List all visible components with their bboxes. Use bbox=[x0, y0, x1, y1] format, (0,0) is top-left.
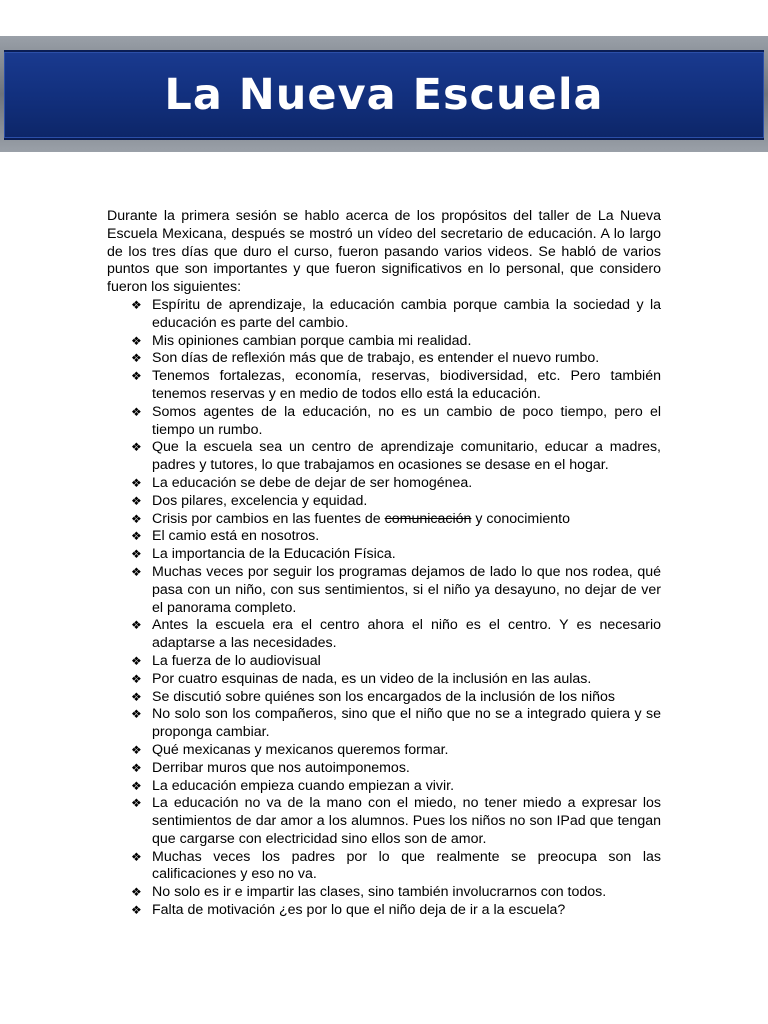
list-item-text: Derribar muros que nos autoimponemos. bbox=[152, 759, 410, 776]
diamond-bullet-icon: ❖ bbox=[131, 529, 142, 544]
list-item-text: La educación no va de la mano con el miedo, no tener miedo a expresar los sentimientos de dar amor a los alumnos. Pues los niños no son IPad que tengan que cargarse con electricidad sino ellos son de amor. bbox=[152, 795, 661, 847]
diamond-bullet-icon: ❖ bbox=[131, 885, 142, 900]
title-banner-inner bbox=[4, 50, 764, 140]
diamond-bullet-icon: ❖ bbox=[131, 369, 142, 384]
diamond-bullet-icon: ❖ bbox=[131, 547, 142, 562]
list-item-text: Muchas veces por seguir los programas dejamos de lado lo que nos rodea, qué pasa con un niño, con sus sentimientos, si el niño ya desayuno, no dejar de ver el panorama completo. bbox=[152, 563, 661, 616]
list-item-text: La educación empieza cuando empiezan a vivir. bbox=[152, 777, 455, 794]
page-title: La Nueva Escuela bbox=[164, 70, 604, 120]
list-item-text: La importancia de la Educación Física. bbox=[152, 546, 396, 563]
list-item-text: No solo son los compañeros, sino que el niño que no se a integrado quiera y se proponga cambiar. bbox=[152, 706, 661, 741]
list-item bbox=[131, 333, 661, 351]
list-item-text: La fuerza de lo audiovisual bbox=[152, 652, 321, 669]
list-item bbox=[131, 689, 661, 707]
list-item bbox=[131, 493, 661, 511]
list-item bbox=[131, 546, 661, 564]
list-item-text: Mis opiniones cambian porque cambia mi realidad. bbox=[152, 332, 472, 349]
diamond-bullet-icon: ❖ bbox=[131, 404, 142, 419]
list-item bbox=[131, 368, 661, 404]
list-item bbox=[131, 439, 661, 475]
list-item-text: Somos agentes de la educación, no es un cambio de poco tiempo, pero el tiempo un rumbo. bbox=[152, 403, 661, 438]
bullet-list bbox=[107, 297, 661, 920]
list-item bbox=[131, 902, 661, 920]
list-item bbox=[131, 350, 661, 368]
diamond-bullet-icon: ❖ bbox=[131, 653, 142, 668]
struck-text: comunicación bbox=[384, 510, 472, 527]
diamond-bullet-icon: ❖ bbox=[131, 511, 142, 526]
diamond-bullet-icon: ❖ bbox=[131, 689, 142, 704]
diamond-bullet-icon: ❖ bbox=[131, 333, 142, 348]
list-item bbox=[131, 706, 661, 742]
list-item bbox=[131, 778, 661, 796]
list-item-text: Son días de reflexión más que de trabajo, es entender el nuevo rumbo. bbox=[152, 350, 600, 367]
list-item bbox=[131, 404, 661, 440]
diamond-bullet-icon: ❖ bbox=[131, 707, 142, 722]
diamond-bullet-icon: ❖ bbox=[131, 671, 142, 686]
list-item-text: Muchas veces los padres por lo que realmente se preocupa son las calificaciones y eso no va. bbox=[152, 848, 661, 883]
list-item bbox=[131, 653, 661, 671]
diamond-bullet-icon: ❖ bbox=[131, 903, 142, 918]
list-item-text: El camio está en nosotros. bbox=[152, 528, 320, 545]
diamond-bullet-icon: ❖ bbox=[131, 760, 142, 775]
list-item-text: Que la escuela sea un centro de aprendizaje comunitario, educar a madres, padres y tutores, lo que trabajamos en ocasiones se desase en el hogar. bbox=[152, 439, 661, 474]
diamond-bullet-icon: ❖ bbox=[131, 351, 142, 366]
list-item-text: Qué mexicanas y mexicanos queremos formar. bbox=[152, 741, 449, 758]
list-item bbox=[131, 795, 661, 848]
list-item bbox=[131, 617, 661, 653]
list-item bbox=[131, 884, 661, 902]
list-item-text: Se discutió sobre quiénes son los encargados de la inclusión de los niños bbox=[152, 688, 615, 705]
list-item bbox=[131, 475, 661, 493]
document-body bbox=[107, 208, 661, 920]
list-item bbox=[131, 671, 661, 689]
diamond-bullet-icon: ❖ bbox=[131, 742, 142, 757]
list-item bbox=[131, 760, 661, 778]
list-item-text: Espíritu de aprendizaje, la educación cambia porque cambia la sociedad y la educación es parte del cambio. bbox=[152, 296, 661, 331]
list-item bbox=[131, 511, 661, 529]
list-item-text: Falta de motivación ¿es por lo que el niño deja de ir a la escuela? bbox=[152, 902, 566, 919]
list-item bbox=[131, 528, 661, 546]
list-item-text: Crisis por cambios en las fuentes de bbox=[152, 510, 385, 527]
diamond-bullet-icon: ❖ bbox=[131, 297, 142, 312]
list-item bbox=[131, 564, 661, 617]
list-item-text: La educación se debe de dejar de ser homogénea. bbox=[152, 474, 473, 491]
list-item-text: Antes la escuela era el centro ahora el niño es el centro. Y es necesario adaptarse a las necesidades. bbox=[152, 617, 661, 652]
intro-paragraph: Durante la primera sesión se hablo acerca de los propósitos del taller de La Nueva Escuela Mexicana, después se mostró un vídeo del secretario de educación. A lo largo de los tres días que duro el curso, fueron pasando varios videos. Se habló de varios puntos que son importantes y que fueron significativos en lo personal, que considero fueron los siguientes: bbox=[107, 208, 661, 296]
list-item bbox=[131, 849, 661, 885]
diamond-bullet-icon: ❖ bbox=[131, 475, 142, 490]
diamond-bullet-icon: ❖ bbox=[131, 778, 142, 793]
diamond-bullet-icon: ❖ bbox=[131, 493, 142, 508]
list-item bbox=[131, 742, 661, 760]
list-item bbox=[131, 297, 661, 333]
diamond-bullet-icon: ❖ bbox=[131, 849, 142, 864]
diamond-bullet-icon: ❖ bbox=[131, 564, 142, 579]
diamond-bullet-icon: ❖ bbox=[131, 796, 142, 811]
list-item-text: y conocimiento bbox=[471, 510, 570, 527]
diamond-bullet-icon: ❖ bbox=[131, 618, 142, 633]
list-item-text: Por cuatro esquinas de nada, es un video de la inclusión en las aulas. bbox=[152, 670, 592, 687]
diamond-bullet-icon: ❖ bbox=[131, 440, 142, 455]
title-banner bbox=[0, 36, 768, 152]
list-item-text: No solo es ir e impartir las clases, sino también involucrarnos con todos. bbox=[152, 884, 607, 901]
list-item-text: Dos pilares, excelencia y equidad. bbox=[152, 492, 368, 509]
list-item-text: Tenemos fortalezas, economía, reservas, biodiversidad, etc. Pero también tenemos reservas y en medio de todos ello está la educación. bbox=[152, 368, 661, 402]
